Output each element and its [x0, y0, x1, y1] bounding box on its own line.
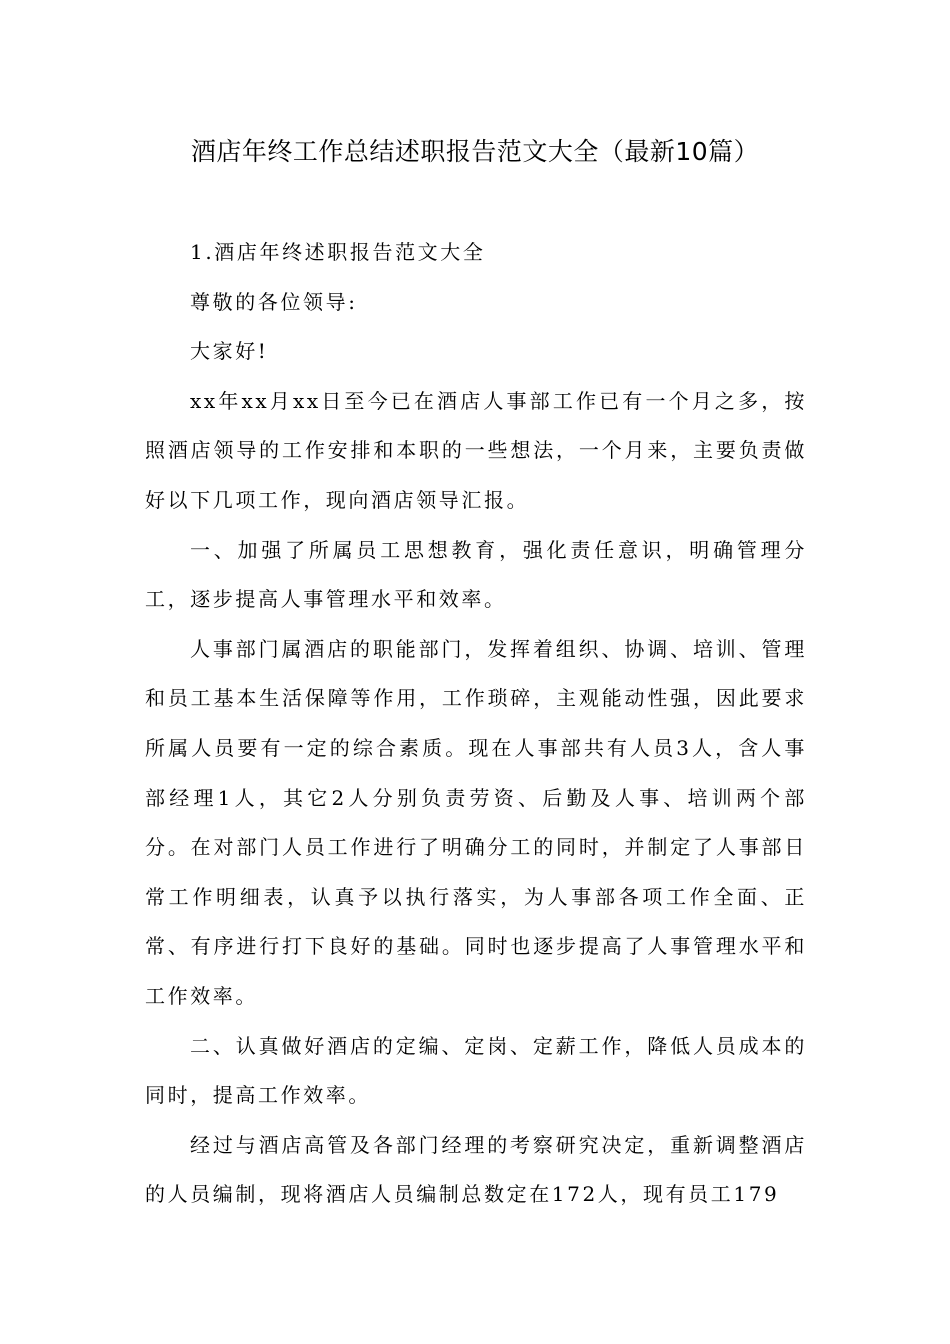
document-body	[145, 228, 807, 1220]
salutation: 尊敬的各位领导:	[190, 289, 358, 314]
paragraph: 一、加强了所属员工思想教育，强化责任意识，明确管理分工，逐步提高人事管理水平和效率。	[145, 537, 807, 612]
greeting: 大家好!	[190, 339, 269, 364]
paragraph: 人事部门属酒店的职能部门，发挥着组织、协调、培训、管理和员工基本生活保障等作用，工作琐碎，主观能动性强，因此要求所属人员要有一定的综合素质。现在人事部共有人员3人，含人事部经理1人，其它2人分别负责劳资、后勤及人事、培训两个部分。在对部门人员工作进行了明确分工的同时，并制定了人事部日常工作明细表，认真予以执行落实，为人事部各项工作全面、正常、有序进行打下良好的基础。同时也逐步提高了人事管理水平和工作效率。	[145, 636, 807, 1008]
paragraph: 经过与酒店高管及各部门经理的考察研究决定，重新调整酒店的人员编制，现将酒店人员编制总数定在172人，现有员工179	[145, 1132, 807, 1207]
section-heading: 1.酒店年终述职报告范文大全	[190, 240, 486, 264]
paragraph: 二、认真做好酒店的定编、定岗、定薪工作，降低人员成本的同时，提高工作效率。	[145, 1033, 807, 1108]
document-title: 酒店年终工作总结述职报告范文大全（最新10篇）	[190, 137, 760, 166]
paragraph: xx年xx月xx日至今已在酒店人事部工作已有一个月之多，按照酒店领导的工作安排和本职的一些想法，一个月来，主要负责做好以下几项工作，现向酒店领导汇报。	[145, 388, 807, 512]
